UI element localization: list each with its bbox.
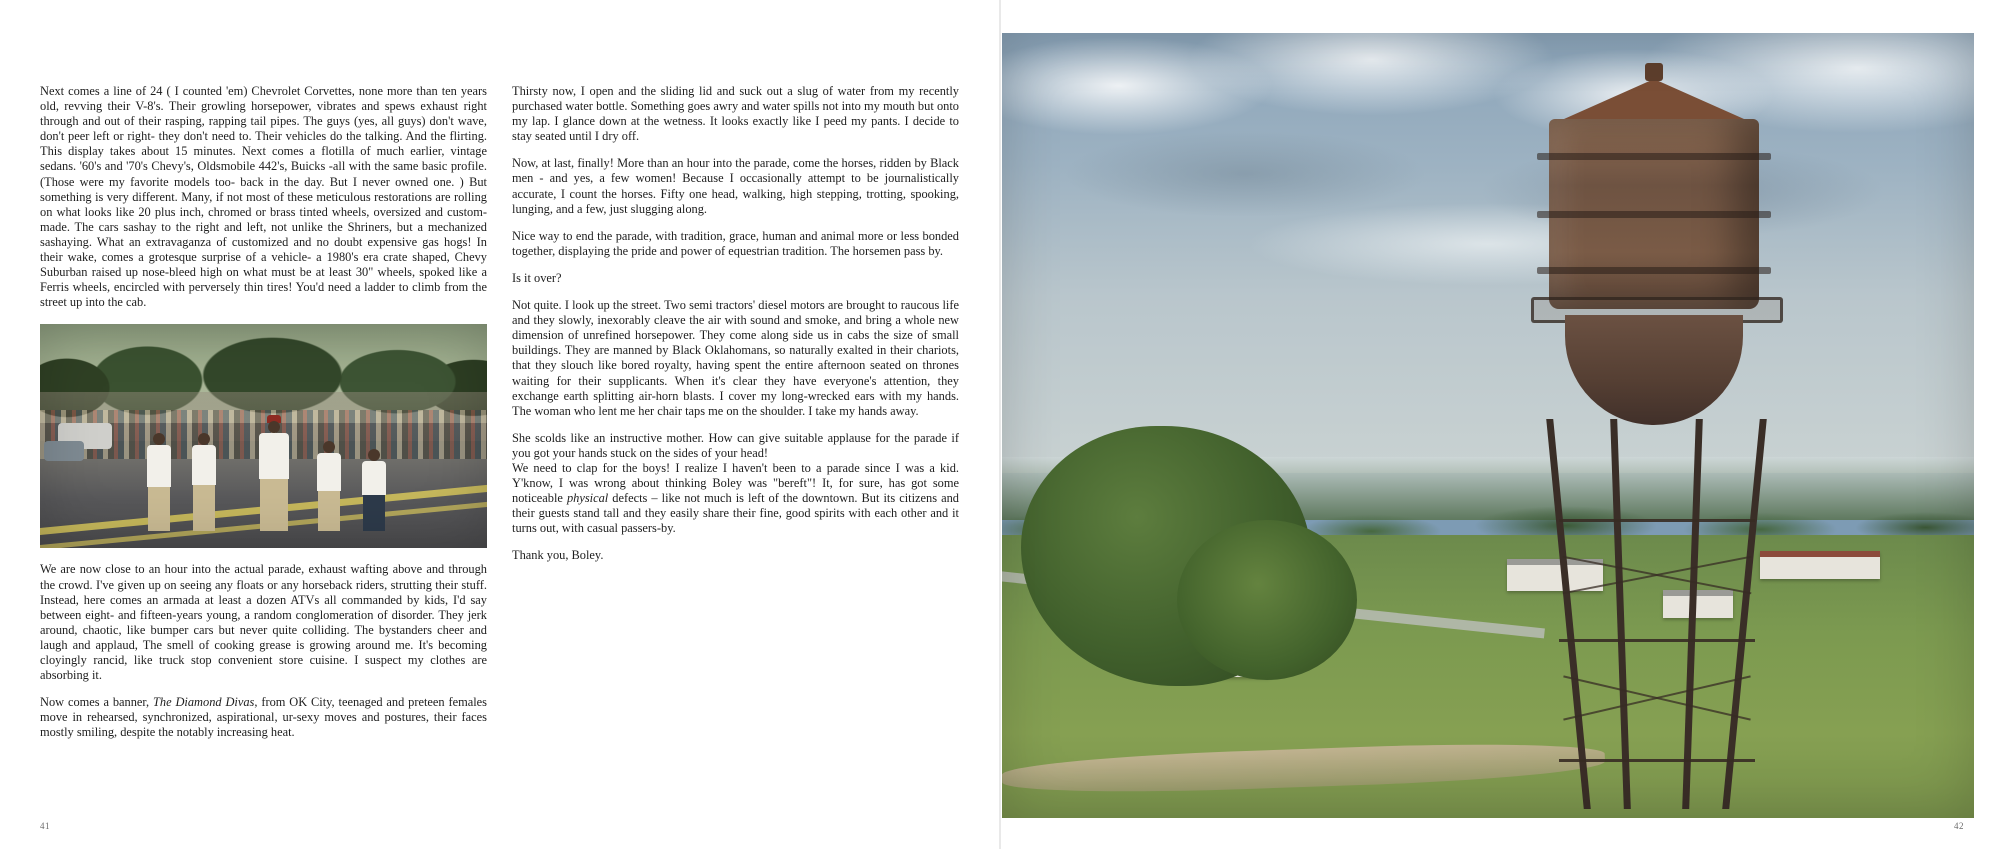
tower-leg: [1611, 419, 1632, 809]
page-number-right: 42: [1954, 821, 1964, 831]
parade-photograph: [40, 324, 487, 548]
paragraph-equestrian-tradition: Nice way to end the parade, with tradition, grace, human and animal more or less bonded together, displaying the pride and power of equestrian tradition. The horsemen pass by.: [512, 228, 959, 258]
paragraph-she-scolds: She scolds like an instructive mother. How can give suitable applause for the parade if you got your hands stuck on the sides of your head!: [512, 430, 959, 460]
banner-name: The Diamond Divas: [153, 695, 255, 710]
water-tower-photograph: [1002, 33, 1974, 818]
page-number-left: 41: [40, 821, 50, 831]
tower-finial: [1645, 63, 1663, 81]
tower-bowl-bottom: [1565, 315, 1743, 425]
paragraph-clap-pre: We need to clap for the boys! I realize I haven't been to a parade since I was a kid. Y'know, I was wrong about thinking Boley was "bereft"! It, for sure, has got some noticeable: [512, 460, 959, 506]
paragraph-diamond-divas-pre: Now comes a banner,: [40, 695, 154, 710]
tower-photo-clouds: [1002, 33, 1974, 473]
tower-brace: [1559, 639, 1755, 642]
paragraph-semi-tractors: Not quite. I look up the street. Two semi tractors' diesel motors are brought to raucous life and they slowly, inexorably cleave the air with sound and smoke, and bring a whole new dimension of unrefined horsepower. They come along side us in cabs the size of small buildings. They are manned by Black Oklahomans, so naturally exalted in their chariots, that they slouch like bored royalty, having spent the entire afternoon seated on thrones waiting for their supplicants. When it's clear they have everyone's attention, they exchange earth splitting air-horn blasts. I cover my long-wrecked ears with my hands. The woman who lent me her chair taps me on the shoulder. I take my hands away.: [512, 298, 959, 418]
paragraph-atvs: We are now close to an hour into the actual parade, exhaust wafting above and through the crowd. I've given up on seeing any floats or any horseback riders, strutting their stuff. Instead, here comes an armada at least a dozen ATVs all commanded by kids, I'd say between eight- and fifteen-years young, a random conglomeration of disorder. They jerk around, chaotic, like bumper cars but never quite colliding. The bystanders cheer and laugh and applaud, The smell of cooking grease is growing around me. It's becoming cloyingly rancid, like truck stop convenient store cuisine. I suspect my clothes are absorbing it.: [40, 562, 487, 683]
water-tower-structure: [1507, 119, 1807, 809]
left-column-two: [512, 84, 959, 752]
paragraph-diamond-divas: [40, 695, 487, 740]
paragraph-is-it-over: Is it over?: [512, 270, 562, 285]
tower-leg: [1723, 419, 1768, 809]
parade-photo-marcher: [362, 449, 386, 531]
parade-photo-marcher: [147, 433, 171, 531]
left-page-columns: [40, 84, 960, 752]
tower-photo-second-tree: [1177, 520, 1357, 680]
parade-photo-car: [44, 441, 84, 461]
paragraph-clap-post: defects – like not much is left of the downtown. But its citizens and their guests stand tall and they easily share their fine, good spirits with each other and it turns out, with casual passers-by.: [512, 491, 959, 536]
tower-roof: [1555, 79, 1753, 123]
left-column-one: [40, 84, 487, 752]
right-page: [1000, 0, 2000, 849]
paragraph-horses: Now, at last, finally! More than an hour into the parade, come the horses, ridden by Black men - and yes, a few women! Because I occasionally attempt to be journalistically accurate, I count the horses. Fifty one head, walking, high stepping, trotting, spooking, lunging, and a few, just slugging along.: [512, 156, 959, 216]
paragraph-clap-for-the-boys: [512, 461, 959, 536]
tower-band: [1537, 153, 1771, 160]
tower-band: [1537, 211, 1771, 218]
tower-brace: [1559, 759, 1755, 762]
paragraph-diamond-divas-post: , from OK City, teenaged and preteen females move in rehearsed, synchronized, aspirational, ur-sexy moves and postures, their faces mostly smiling, despite the notably increasing heat.: [40, 695, 488, 740]
tower-leg: [1683, 419, 1704, 809]
parade-photo-marcher: [192, 433, 216, 531]
spread-gutter: [999, 0, 1001, 849]
tower-band: [1537, 267, 1771, 274]
paragraph-thank-you-boley: Thank you, Boley.: [512, 548, 604, 563]
emphasis-physical: physical: [566, 491, 609, 506]
parade-photo-marcher: [317, 441, 341, 531]
tower-leg: [1547, 419, 1592, 809]
tower-brace: [1559, 519, 1755, 522]
paragraph-water-bottle: Thirsty now, I open and the sliding lid and suck out a slug of water from my recently purchased water bottle. Something goes awry and water spills not into my mouth but onto my lap. I glance down at the wetness. It looks exactly like I peed my pants. I decide to stay seated until I dry off.: [512, 84, 959, 144]
paragraph-corvettes: Next comes a line of 24 ( I counted 'em) Chevrolet Corvettes, none more than ten years old, revving their V-8's. Their growling horsepower, vibrates and spews exhaust right through and out of their rasping, rapping tail pipes. The guys (yes, all guys) don't wave, don't peer left or right- they don't need to. Their vehicles do the talking. And the flirting. This display takes about 15 minutes. Next comes a flotilla of much earlier, vintage sedans. '60's and '70's Chevy's, Oldsmobile 442's, Buicks -all with the same basic profile. (Those were my favorite models too- back in the day. But I never owned one. ) But something is very different. Many, if not most of these meticulous restorations are rolling on what looks like 20 plus inch, chromed or brass tinted wheels, oversized and custom-made. The cars sashay to the right and left, not unlike the Shriners, but a mechanized sashaying. What an extravaganza of customized and no doubt expensive gas hogs! In their wake, comes a grotesque surprise of a vehicle- a 1980's era crate shaped, Chevy Suburban raised up nose-bleed high on what must be at least 30" wheels, spoked like a Ferris wheels, encircled with perversely thin tires! You'd need a ladder to climb from the street up into the cab.: [40, 84, 487, 310]
parade-photo-marcher-with-fez: [259, 415, 289, 531]
